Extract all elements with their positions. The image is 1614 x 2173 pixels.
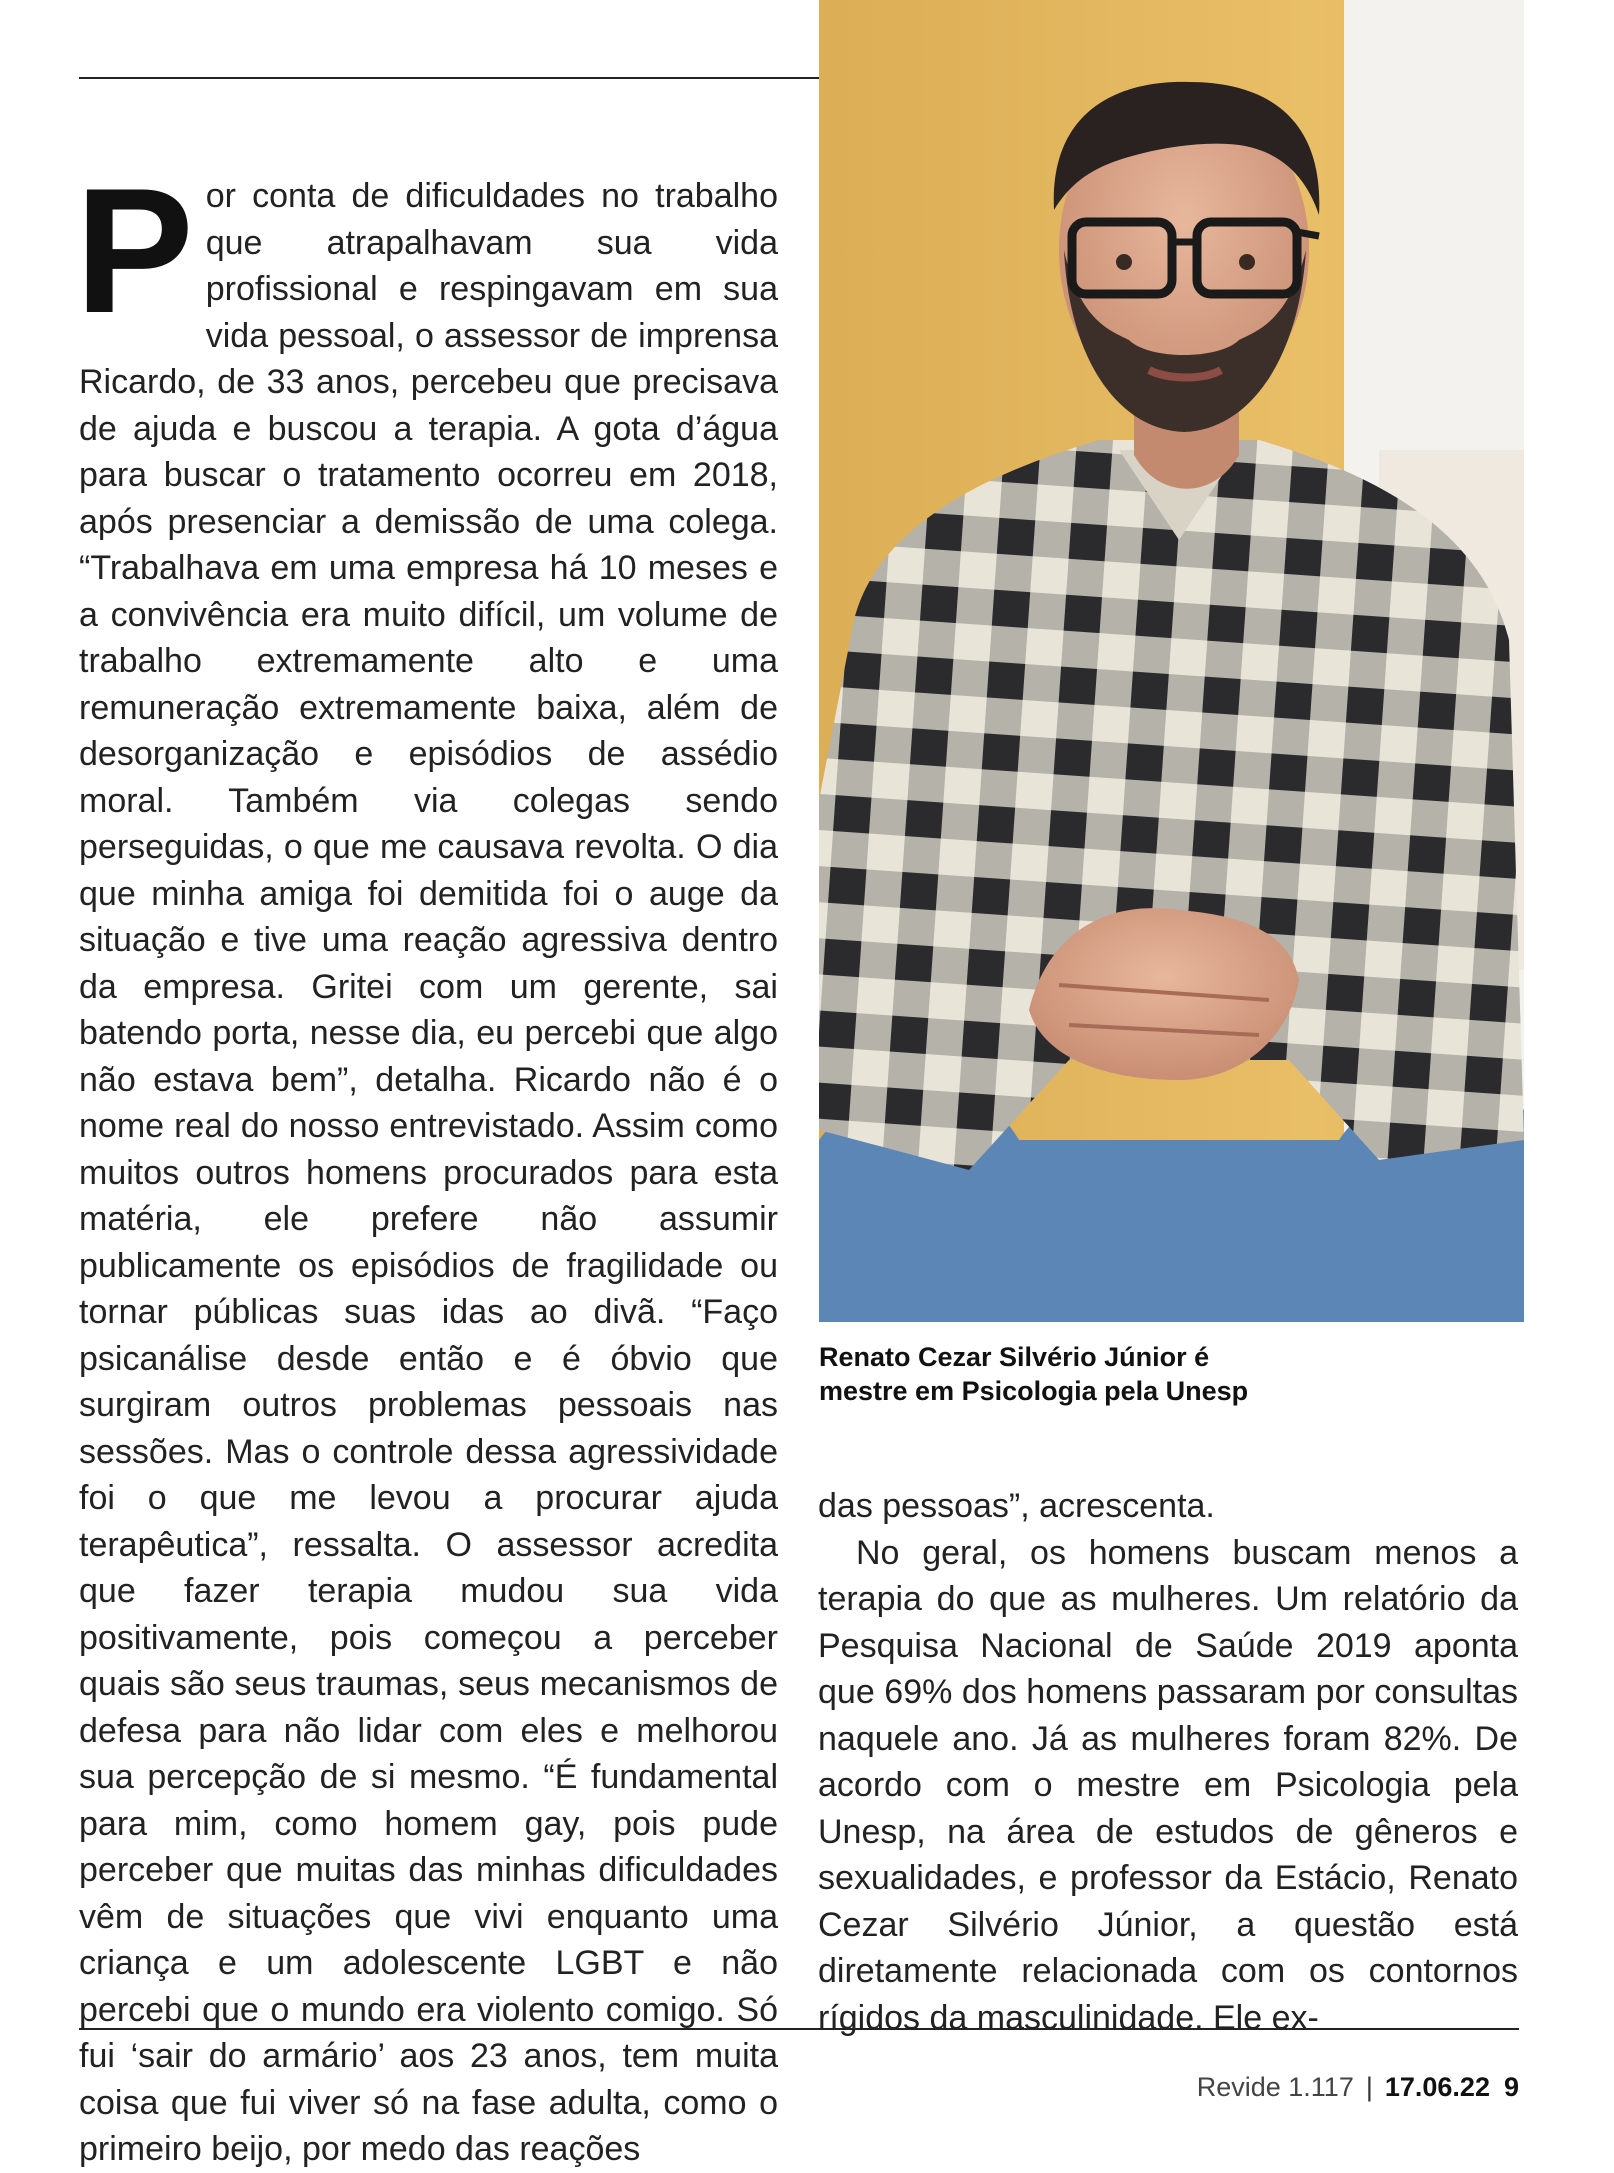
photo-caption xyxy=(819,1340,1419,1408)
portrait-photo xyxy=(819,0,1524,1322)
article-paragraph-continuation: das pessoas”, acrescenta. xyxy=(818,1487,1215,1525)
article-column-right xyxy=(818,1483,1518,2037)
bottom-rule xyxy=(79,2028,1519,2030)
caption-line-2: mestre em Psicologia pela Unesp xyxy=(819,1376,1249,1406)
footer-separator: | xyxy=(1365,2072,1373,2102)
footer-date: 17.06.22 xyxy=(1384,2072,1490,2102)
article-paragraph-2: No geral, os homens buscam menos a terapia do que as mulheres. Um relatório da Pesquisa Nacional de Saúde 2019 aponta que 69% dos homens passaram por consultas naquele ano. Já as mulheres foram 82%. De acordo com o mestre em Psicologia pela Unesp, na área de estudos de gêneros e sexualidades, e professor da Estácio, Renato Cezar Silvério Júnior, a questão está diretamente relacionada com os contornos rígidos da masculinidade. Ele ex- xyxy=(818,1533,1518,2037)
footer-publication: Revide 1.117 xyxy=(1196,2072,1354,2102)
caption-line-1: Renato Cezar Silvério Júnior é xyxy=(819,1342,1210,1372)
portrait-illustration xyxy=(819,0,1524,1322)
article-column-left xyxy=(75,151,778,2168)
drop-cap: P xyxy=(75,151,194,350)
article-body-left: or conta de dificuldades no trabalho que atrapalhavam sua vida profissional e respingavam em sua vida pessoal, o assessor de imprensa Ricardo, de 33 anos, percebeu que precisava de ajuda e buscou a terapia. A gota d’água para buscar o tratamento ocorreu em 2018, após presenciar a demissão de uma colega. “Trabalhava em uma empresa há 10 meses e a convivência era muito difícil, um volume de trabalho extremamente alto e uma remuneração extremamente baixa, além de desorganização e episódios de assédio moral. Também via colegas sendo perseguidas, o que me causava revolta. O dia que minha amiga foi demitida foi o auge da situação e tive uma reação agressiva dentro da empresa. Gritei com um gerente, sai batendo porta, nesse dia, eu percebi que algo não estava bem”, detalha. Ricardo não é o nome real do nosso entrevistado. Assim como muitos outros homens procurados para esta matéria, ele prefere não assumir publicamente os episódios de fragilidade ou tornar públicas suas idas ao divã. “Faço psicanálise desde então e é óbvio que surgiram outros problemas pessoais nas sessões. Mas o controle dessa agressividade foi o que me levou a procurar ajuda terapêutica”, ressalta. O assessor acredita que fazer terapia mudou sua vida positivamente, pois começou a perceber quais são seus traumas, seus mecanismos de defesa para não lidar com eles e melhorou sua percepção de si mesmo. “É fundamental para mim, como homem gay, pois pude perceber que muitas das minhas dificuldades vêm de situações que vivi enquanto uma criança e um adolescente LGBT e não percebi que o mundo era violento comigo. Só fui ‘sair do armário’ aos 23 anos, tem muita coisa que fui viver só na fase adulta, como o primeiro beijo, por medo das reações xyxy=(79,177,778,2168)
top-rule xyxy=(79,77,819,79)
article-paragraph-1 xyxy=(75,151,778,2173)
page-footer xyxy=(1197,2072,1519,2103)
page-number: 9 xyxy=(1503,2072,1519,2102)
